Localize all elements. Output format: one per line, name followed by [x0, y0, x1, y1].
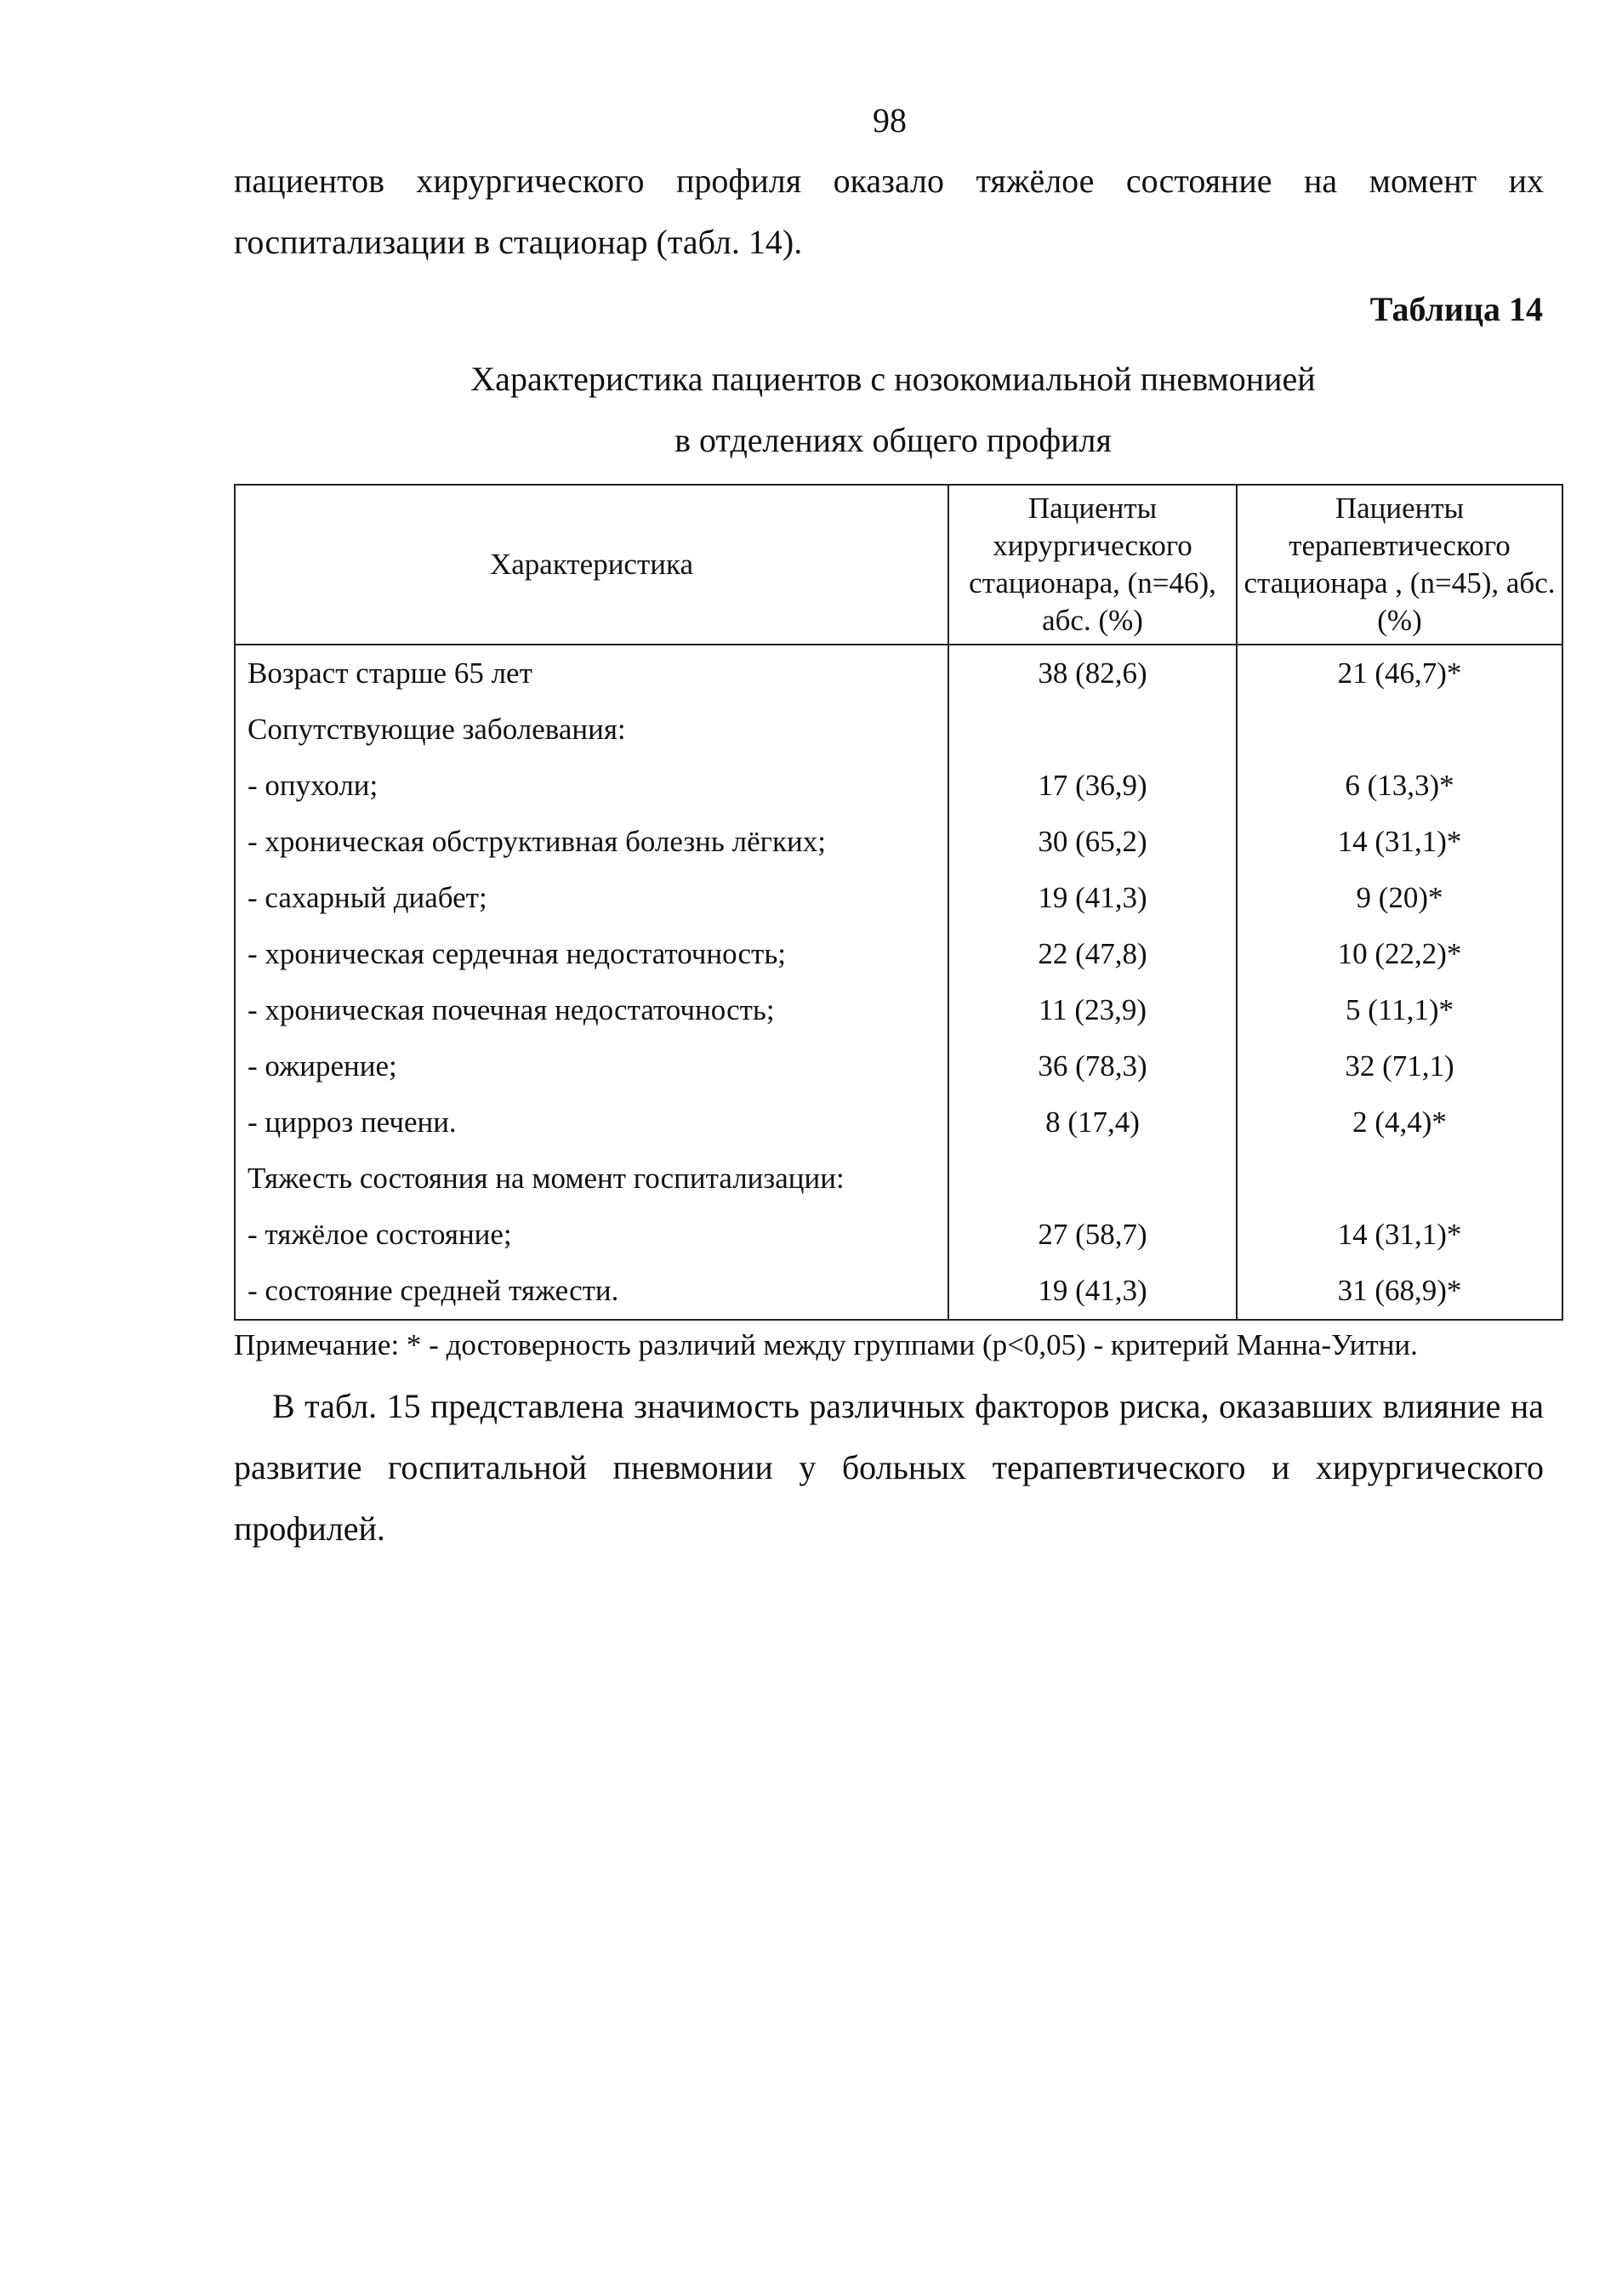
table-row	[235, 758, 1562, 814]
row-label: - опухоли;	[235, 758, 948, 814]
table-note: Примечание: * - достоверность различий между группами (p<0,05) - критерий Манна-Уитни.	[234, 1328, 1418, 1361]
paragraph-table-15-intro: В табл. 15 представлена значимость различных факторов риска, оказавших влияние на развитие госпитальной пневмонии у больных терапевтического и хирургического профилей.	[234, 1387, 1544, 1548]
row-therapeutic-value	[1237, 1151, 1562, 1207]
row-therapeutic-value	[1237, 702, 1562, 758]
row-therapeutic-value: 14 (31,1)*	[1237, 1207, 1562, 1263]
row-surgical-value: 8 (17,4)	[948, 1094, 1237, 1151]
row-label: Тяжесть состояния на момент госпитализации:	[235, 1151, 948, 1207]
row-surgical-value: 22 (47,8)	[948, 926, 1237, 982]
table-row	[235, 1038, 1562, 1094]
row-therapeutic-value: 9 (20)*	[1237, 870, 1562, 926]
row-therapeutic-value: 5 (11,1)*	[1237, 982, 1562, 1038]
table-row	[235, 645, 1562, 702]
row-surgical-value: 38 (82,6)	[948, 645, 1237, 702]
row-therapeutic-value: 10 (22,2)*	[1237, 926, 1562, 982]
header-surgical-patients: Пациенты хирургического стационара, (n=46), абс. (%)	[948, 485, 1237, 645]
row-label: Возраст старше 65 лет	[235, 645, 948, 702]
table-body	[235, 645, 1562, 1320]
row-surgical-value: 17 (36,9)	[948, 758, 1237, 814]
header-characteristic: Характеристика	[235, 485, 948, 645]
table-number: Таблица 14	[1369, 290, 1543, 328]
header-therapeutic-patients: Пациенты терапевтического стационара , (n=45), абс. (%)	[1237, 485, 1562, 645]
table-row	[235, 1263, 1562, 1320]
table-row	[235, 982, 1562, 1038]
table-caption	[289, 349, 1497, 471]
row-surgical-value: 36 (78,3)	[948, 1038, 1237, 1094]
row-surgical-value	[948, 702, 1237, 758]
table-row	[235, 926, 1562, 982]
row-label: - хроническая сердечная недостаточность;	[235, 926, 948, 982]
row-label: - ожирение;	[235, 1038, 948, 1094]
row-surgical-value: 27 (58,7)	[948, 1207, 1237, 1263]
table-caption-line-2: в отделениях общего профиля	[674, 421, 1112, 459]
table-row	[235, 702, 1562, 758]
row-label: - тяжёлое состояние;	[235, 1207, 948, 1263]
row-therapeutic-value: 32 (71,1)	[1237, 1038, 1562, 1094]
table-row	[235, 1094, 1562, 1151]
row-label: - хроническая почечная недостаточность;	[235, 982, 948, 1038]
table-caption-line-1: Характеристика пациентов с нозокомиальной пневмонией	[470, 360, 1316, 398]
row-surgical-value: 19 (41,3)	[948, 1263, 1237, 1320]
row-label: - состояние средней тяжести.	[235, 1263, 948, 1320]
row-label: - сахарный диабет;	[235, 870, 948, 926]
row-therapeutic-value: 21 (46,7)*	[1237, 645, 1562, 702]
row-therapeutic-value: 6 (13,3)*	[1237, 758, 1562, 814]
row-surgical-value: 11 (23,9)	[948, 982, 1237, 1038]
row-surgical-value: 19 (41,3)	[948, 870, 1237, 926]
table-row	[235, 1207, 1562, 1263]
table-row	[235, 870, 1562, 926]
table-header-row	[235, 485, 1562, 645]
row-therapeutic-value: 31 (68,9)*	[1237, 1263, 1562, 1320]
paragraph-intro: пациентов хирургического профиля оказало тяжёлое состояние на момент их госпитализации в стационар (табл. 14).	[234, 162, 1544, 261]
row-label: - цирроз печени.	[235, 1094, 948, 1151]
patient-characteristics-table	[234, 484, 1563, 1321]
row-therapeutic-value: 14 (31,1)*	[1237, 814, 1562, 870]
row-therapeutic-value: 2 (4,4)*	[1237, 1094, 1562, 1151]
row-label: - хроническая обструктивная болезнь лёгких;	[235, 814, 948, 870]
page-number: 98	[873, 101, 907, 139]
table-row	[235, 1151, 1562, 1207]
row-surgical-value	[948, 1151, 1237, 1207]
table-row	[235, 814, 1562, 870]
row-surgical-value: 30 (65,2)	[948, 814, 1237, 870]
row-label: Сопутствующие заболевания:	[235, 702, 948, 758]
